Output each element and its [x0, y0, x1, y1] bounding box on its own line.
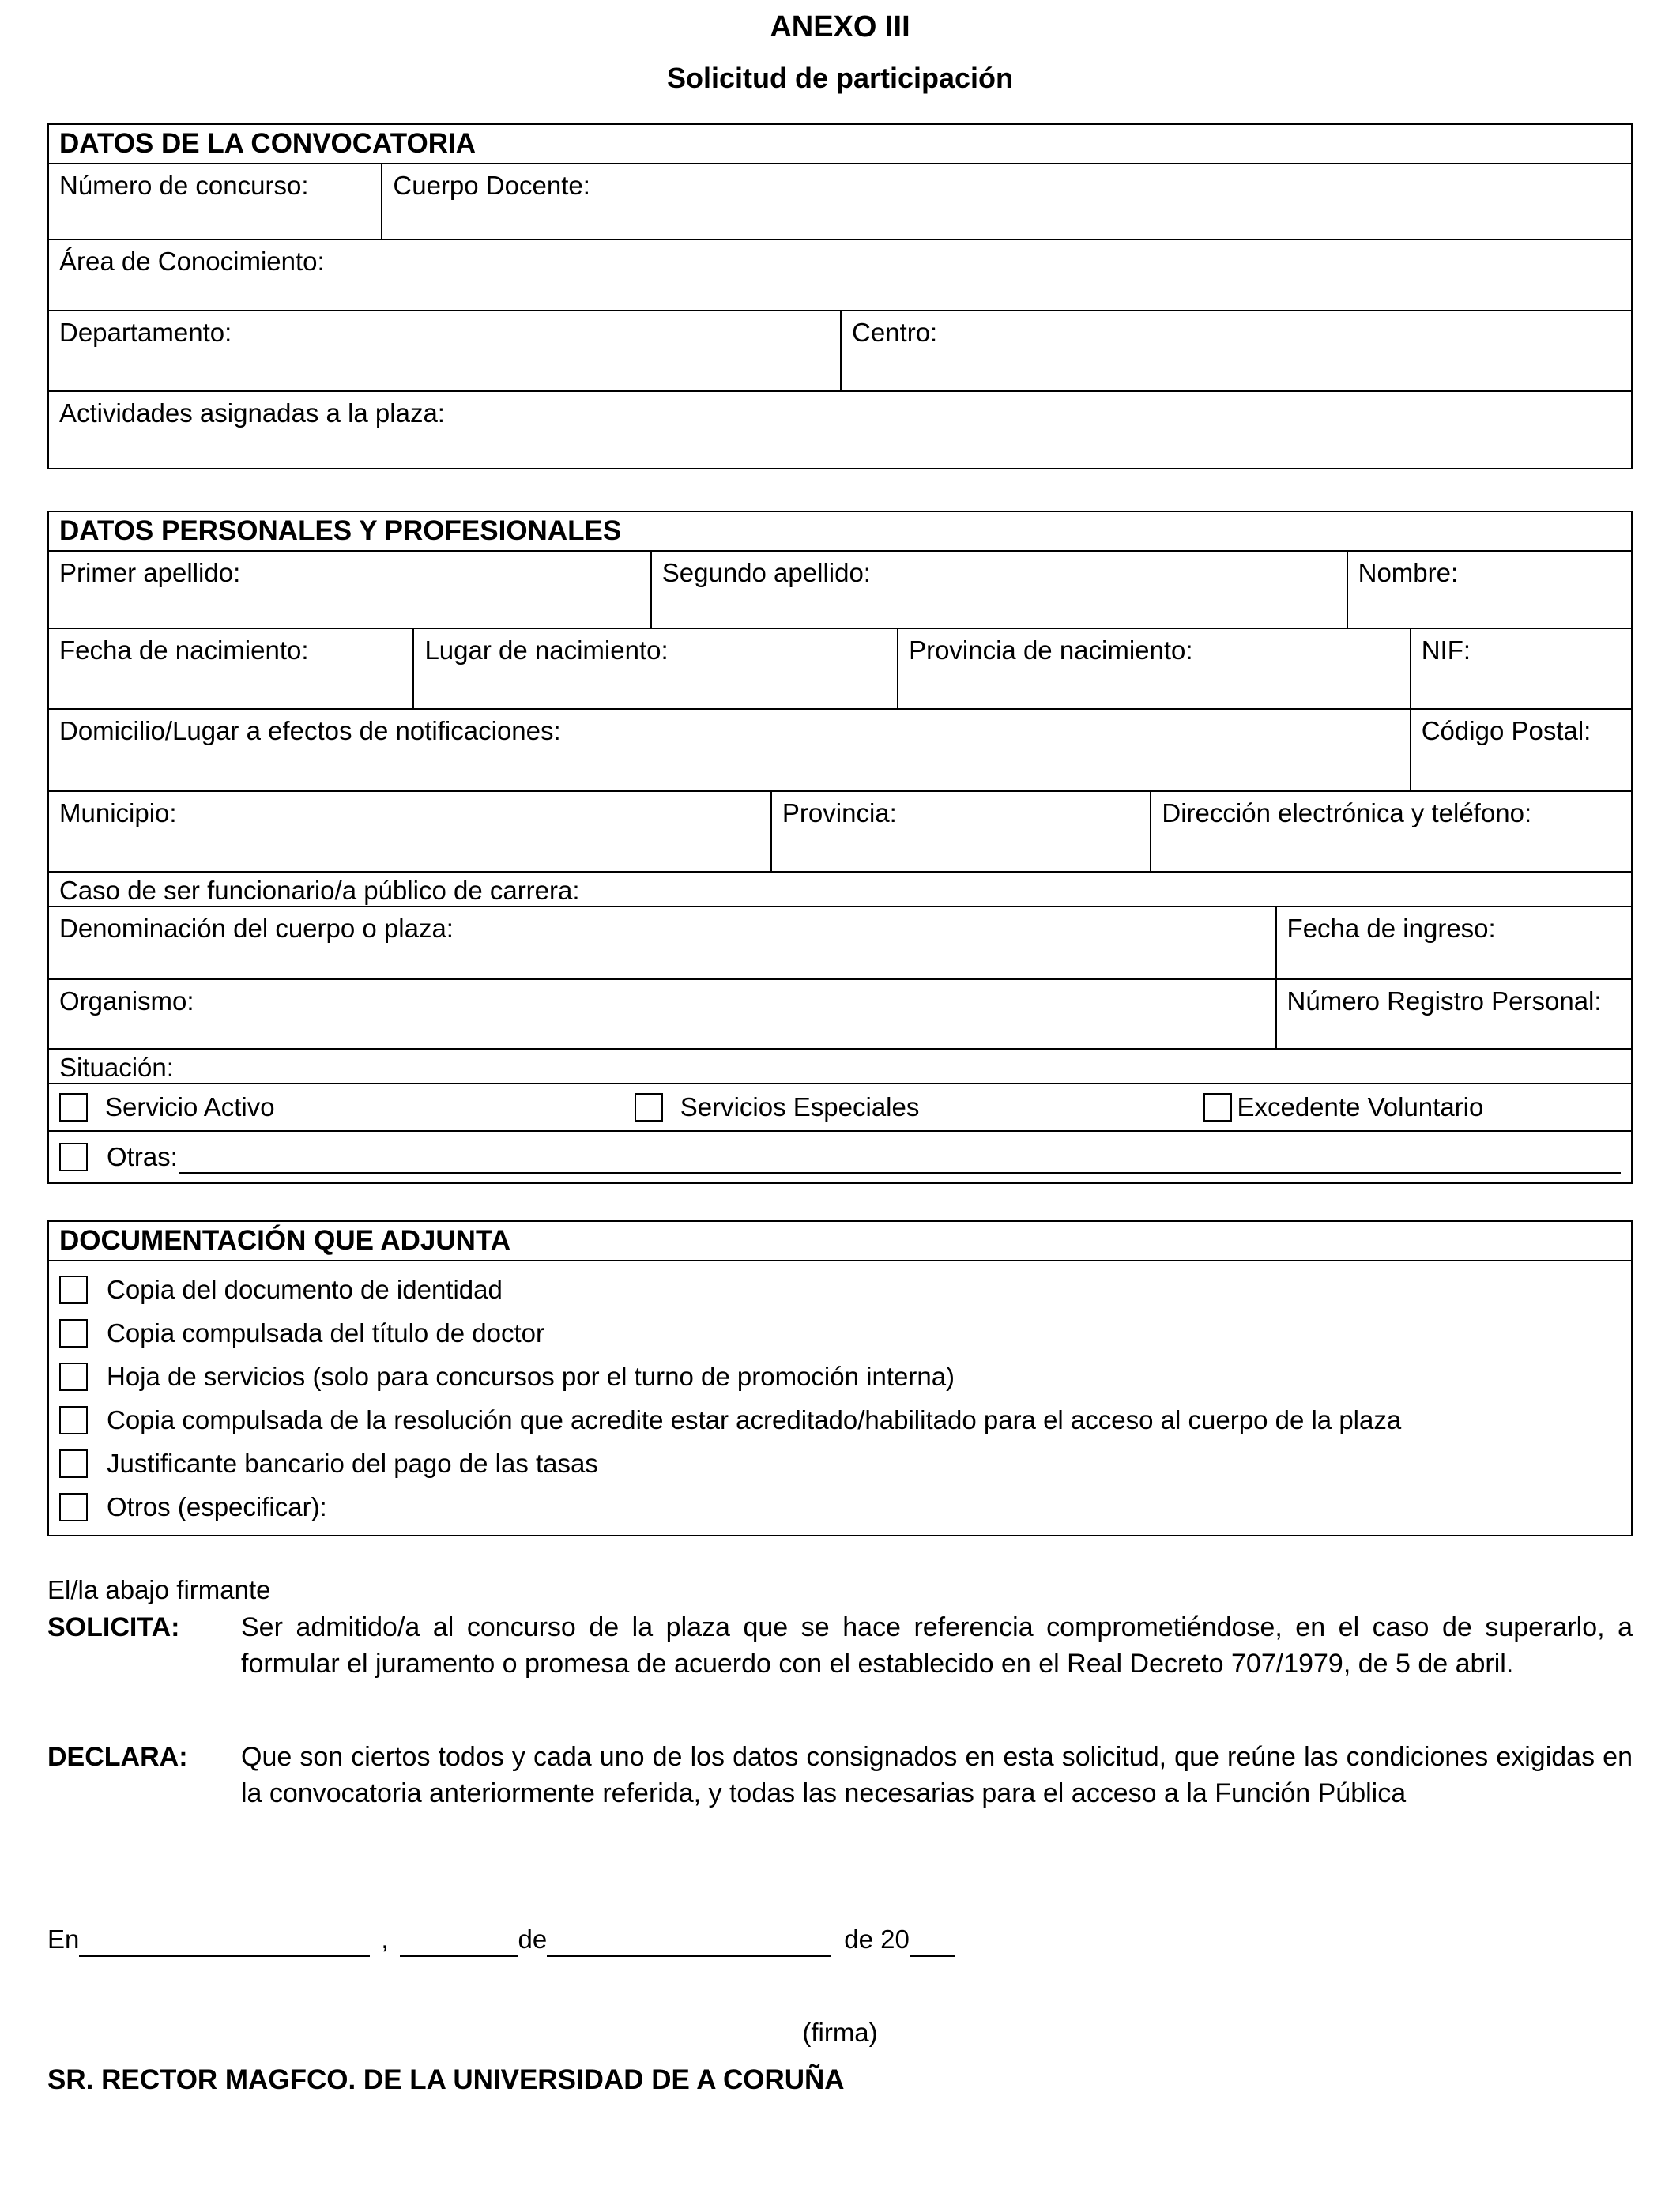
field-fecha-ingreso[interactable] [1275, 907, 1631, 978]
field-organismo[interactable] [49, 980, 1275, 1048]
row-organismo [49, 980, 1631, 1050]
label-doc-identidad: Copia del documento de identidad [107, 1274, 503, 1304]
label-nif: NIF: [1421, 635, 1471, 665]
label-actividades: Actividades asignadas a la plaza: [59, 398, 445, 428]
label-doc-hoja-servicios: Hoja de servicios (solo para concursos por el turno de promoción interna) [107, 1361, 955, 1391]
label-municipio: Municipio: [59, 798, 177, 827]
date-month-blank[interactable] [547, 1922, 831, 1957]
checkbox-servicios-especiales[interactable] [635, 1093, 663, 1122]
checkbox-doc-otros[interactable] [59, 1493, 88, 1521]
label-departamento: Departamento: [59, 318, 232, 347]
doc-item-justificante [49, 1442, 1631, 1485]
date-comma: , [381, 1924, 389, 1954]
date-line [47, 1922, 1633, 1957]
row-departamento [49, 311, 1631, 392]
label-servicio-activo: Servicio Activo [105, 1092, 275, 1122]
checkbox-doc-hoja-servicios[interactable] [59, 1363, 88, 1391]
checkbox-doc-justificante[interactable] [59, 1449, 88, 1478]
field-denominacion-cuerpo[interactable] [49, 907, 1275, 978]
label-servicios-especiales: Servicios Especiales [680, 1092, 920, 1122]
field-nif[interactable] [1410, 629, 1631, 708]
label-provincia: Provincia: [782, 798, 897, 827]
date-year-blank[interactable] [910, 1922, 955, 1957]
field-situacion [49, 1050, 1631, 1083]
label-area-conocimiento: Área de Conocimiento: [59, 247, 325, 276]
doc-item-titulo-doctor [49, 1311, 1631, 1355]
label-direccion-telefono: Dirección electrónica y teléfono: [1162, 798, 1532, 827]
doc-item-hoja-servicios [49, 1355, 1631, 1398]
declara-block [47, 1739, 1633, 1811]
otras-input-line[interactable] [179, 1140, 1621, 1174]
checkbox-doc-resolucion[interactable] [59, 1406, 88, 1434]
label-otras: Otras: [107, 1142, 178, 1171]
label-segundo-apellido: Segundo apellido: [661, 558, 871, 587]
label-fecha-ingreso: Fecha de ingreso: [1286, 914, 1496, 943]
field-primer-apellido[interactable] [49, 552, 650, 628]
label-provincia-nacimiento: Provincia de nacimiento: [909, 635, 1193, 665]
row-otras [49, 1132, 1631, 1182]
label-doc-resolucion: Copia compulsada de la resolución que acredite estar acreditado/habilitado para el acceso al cuerpo de la plaza [107, 1404, 1402, 1434]
field-nombre[interactable] [1347, 552, 1631, 628]
date-day-blank[interactable] [400, 1922, 518, 1957]
label-organismo: Organismo: [59, 986, 194, 1016]
checkbox-doc-titulo-doctor[interactable] [59, 1319, 88, 1348]
section-personales-header: DATOS PERSONALES Y PROFESIONALES [49, 512, 1631, 552]
option-servicio-activo [49, 1092, 635, 1122]
label-domicilio: Domicilio/Lugar a efectos de notificaciones: [59, 716, 561, 745]
row-situacion-options [49, 1084, 1631, 1132]
label-doc-otros: Otros (especificar): [107, 1491, 327, 1521]
checkbox-servicio-activo[interactable] [59, 1093, 88, 1122]
field-provincia-nacimiento[interactable] [897, 629, 1410, 708]
field-segundo-apellido[interactable] [650, 552, 1347, 628]
field-cuerpo-docente[interactable] [381, 164, 1631, 239]
date-en-label: En [47, 1924, 80, 1954]
option-excedente-voluntario [1203, 1092, 1631, 1122]
doc-item-otros [49, 1485, 1631, 1529]
label-denominacion-cuerpo: Denominación del cuerpo o plaza: [59, 914, 454, 943]
date-de-label: de [518, 1924, 548, 1954]
rector-line: SR. RECTOR MAGFCO. DE LA UNIVERSIDAD DE A CORUÑA [47, 2064, 845, 2095]
field-numero-concurso[interactable] [49, 164, 381, 239]
declara-text: Que son ciertos todos y cada uno de los datos consignados en esta solicitud, que reúne las condiciones exigidas en la convocatoria anteriormente referida, y todas las necesarias para el acceso a la Función Pública [241, 1742, 1633, 1808]
label-primer-apellido: Primer apellido: [59, 558, 241, 587]
label-lugar-nacimiento: Lugar de nacimiento: [424, 635, 669, 665]
doc-item-resolucion [49, 1398, 1631, 1442]
field-actividades[interactable] [49, 392, 1631, 468]
label-caso-funcionario: Caso de ser funcionario/a público de carrera: [59, 876, 580, 905]
section-convocatoria-header: DATOS DE LA CONVOCATORIA [49, 125, 1631, 164]
page-title: ANEXO III [770, 10, 910, 43]
section-convocatoria [47, 123, 1633, 469]
label-numero-registro: Número Registro Personal: [1286, 986, 1602, 1016]
label-centro: Centro: [852, 318, 938, 347]
doc-item-identidad [49, 1268, 1631, 1311]
checkbox-doc-identidad[interactable] [59, 1276, 88, 1304]
firmante-line: El/la abajo firmante [47, 1575, 271, 1604]
label-codigo-postal: Código Postal: [1421, 716, 1591, 745]
date-place-blank[interactable] [79, 1922, 370, 1957]
field-lugar-nacimiento[interactable] [412, 629, 897, 708]
field-domicilio[interactable] [49, 710, 1410, 790]
field-codigo-postal[interactable] [1410, 710, 1631, 790]
field-caso-funcionario [49, 873, 1631, 906]
section-documentacion [47, 1220, 1633, 1536]
row-denominacion [49, 907, 1631, 980]
row-municipio [49, 792, 1631, 873]
label-fecha-nacimiento: Fecha de nacimiento: [59, 635, 309, 665]
label-numero-concurso: Número de concurso: [59, 171, 309, 200]
row-apellidos [49, 552, 1631, 629]
row-actividades [49, 392, 1631, 468]
field-fecha-nacimiento[interactable] [49, 629, 412, 708]
solicita-label: SOLICITA: [47, 1612, 180, 1642]
date-de20-label: de 20 [844, 1924, 910, 1954]
row-area [49, 240, 1631, 311]
option-servicios-especiales [635, 1092, 1204, 1122]
solicita-text: Ser admitido/a al concurso de la plaza que se hace referencia comprometiéndose, en el caso de superarlo, a formular el juramento o promesa de acuerdo con el establecido en el Real Decreto 707/1979, de 5 de abril. [241, 1612, 1633, 1679]
checkbox-otras[interactable] [59, 1143, 88, 1171]
page-subtitle: Solicitud de participación [666, 62, 1014, 94]
documentacion-list [49, 1261, 1631, 1535]
row-domicilio [49, 710, 1631, 792]
solicita-block [47, 1609, 1633, 1682]
section-personales [47, 511, 1633, 1184]
label-doc-titulo-doctor: Copia compulsada del título de doctor [107, 1318, 545, 1348]
field-direccion-telefono[interactable] [1150, 792, 1631, 871]
firma-label: (firma) [802, 2018, 878, 2047]
section-documentacion-header: DOCUMENTACIÓN QUE ADJUNTA [49, 1222, 1631, 1261]
declara-label: DECLARA: [47, 1742, 188, 1772]
label-doc-justificante: Justificante bancario del pago de las tasas [107, 1448, 598, 1478]
field-centro[interactable] [840, 311, 1631, 390]
field-numero-registro[interactable] [1275, 980, 1631, 1048]
checkbox-excedente-voluntario[interactable] [1203, 1093, 1232, 1122]
field-departamento[interactable] [49, 311, 840, 390]
field-municipio[interactable] [49, 792, 770, 871]
field-area-conocimiento[interactable] [49, 240, 1631, 310]
label-excedente-voluntario: Excedente Voluntario [1237, 1092, 1484, 1122]
row-concurso [49, 164, 1631, 240]
label-cuerpo-docente: Cuerpo Docente: [393, 171, 590, 200]
label-situacion: Situación: [59, 1053, 174, 1082]
field-provincia[interactable] [770, 792, 1150, 871]
row-caso-funcionario [49, 873, 1631, 907]
row-nacimiento [49, 629, 1631, 710]
label-nombre: Nombre: [1358, 558, 1459, 587]
row-situacion [49, 1050, 1631, 1084]
